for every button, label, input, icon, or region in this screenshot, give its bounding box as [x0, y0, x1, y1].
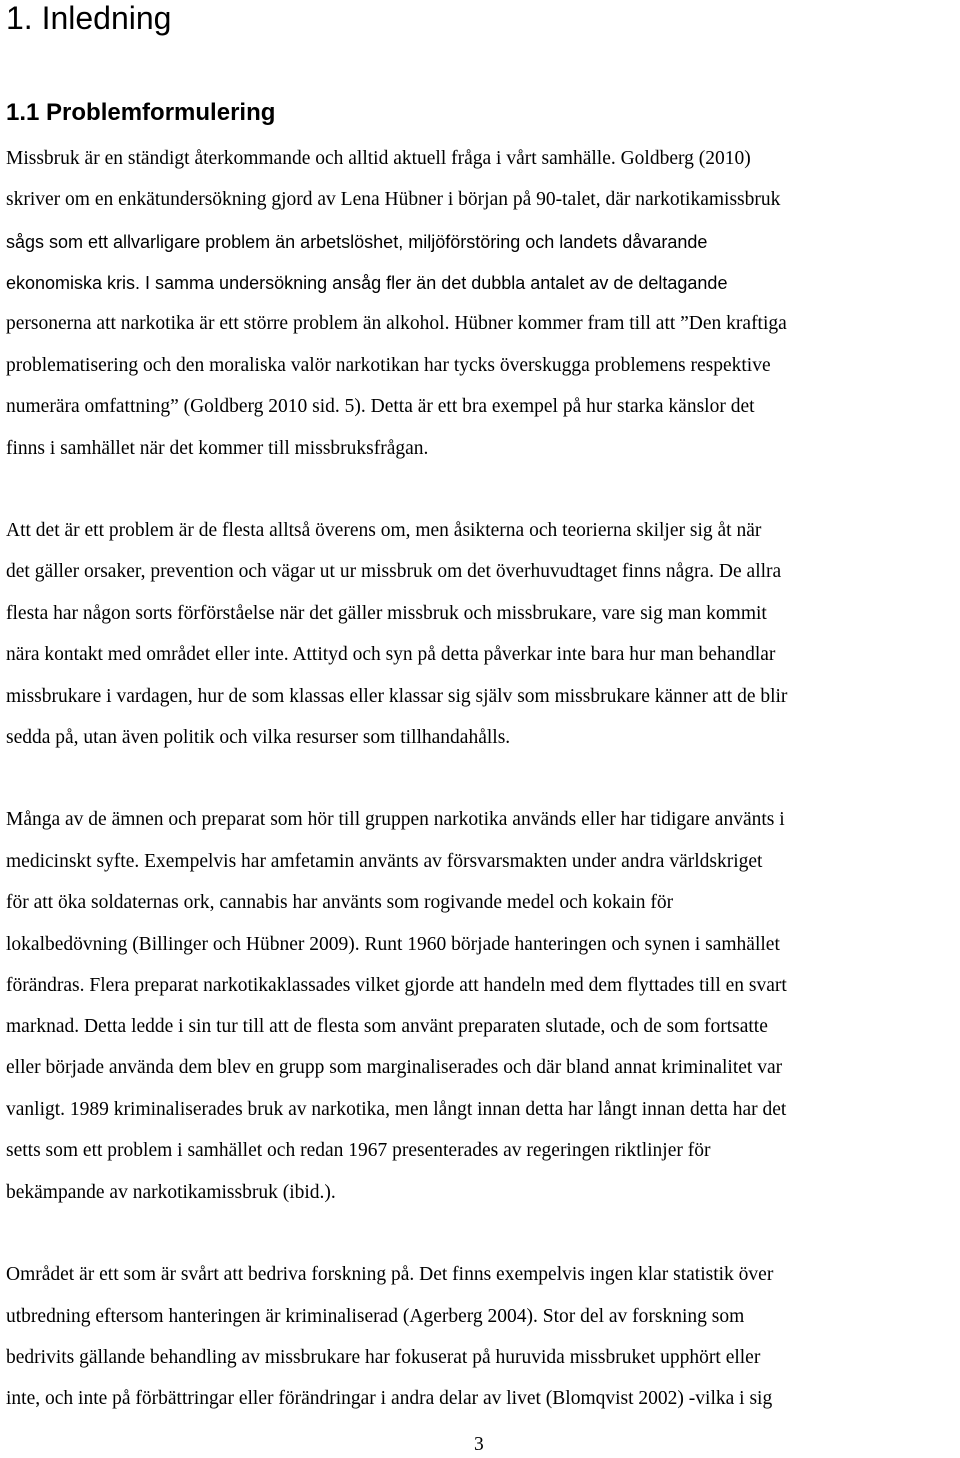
text-line: utbredning eftersom hanteringen är kriminaliserad (Agerberg 2004). Stor del av forskning som	[6, 1306, 745, 1327]
text-line: förändras. Flera preparat narkotikaklassades vilket gjorde att handeln med dem flyttades till en svart	[6, 975, 787, 996]
text-line: eller började använda dem blev en grupp som marginaliserades och där bland annat kriminalitet var	[6, 1057, 783, 1078]
text-line: bekämpande av narkotikamissbruk (ibid.).	[6, 1182, 336, 1203]
text-line: medicinskt syfte. Exempelvis har amfetamin använts av försvarsmakten under andra världskriget	[6, 851, 763, 872]
text-line: för att öka soldaternas ork, cannabis har använts som rogivande medel och kokain för	[6, 892, 674, 913]
text-line: nära kontakt med området eller inte. Attityd och syn på detta påverkar inte bara hur man behandlar	[6, 644, 776, 665]
text-line: lokalbedövning (Billinger och Hübner 2009). Runt 1960 började hanteringen och synen i samhället	[6, 934, 780, 955]
text-line: skriver om en enkätundersökning gjord av Lena Hübner i början på 90-talet, där narkotikamissbruk	[6, 189, 781, 210]
text-line: Många av de ämnen och preparat som hör till gruppen narkotika används eller har tidigare använts i	[6, 809, 785, 830]
text-line: flesta har någon sorts förförståelse när det gäller missbruk och missbrukare, vare sig man kommit	[6, 603, 767, 624]
chapter-heading: 1. Inledning	[6, 0, 172, 36]
text-line: personerna att narkotika är ett större problem än alkohol. Hübner kommer fram till att ”Den kraftiga	[6, 313, 787, 334]
text-line: marknad. Detta ledde i sin tur till att de flesta som använt preparaten slutade, och de som fortsatte	[6, 1016, 768, 1037]
text-line: ekonomiska kris. I samma undersökning ansåg fler än det dubbla antalet av de deltagande	[6, 273, 728, 293]
text-line: sågs som ett allvarligare problem än arbetslöshet, miljöförstöring och landets dåvarande	[6, 232, 708, 252]
text-line: inte, och inte på förbättringar eller förändringar i andra delar av livet (Blomqvist 2002) -vilka i sig	[6, 1388, 773, 1409]
text-line: Området är ett som är svårt att bedriva forskning på. Det finns exempelvis ingen klar statistik över	[6, 1264, 774, 1285]
text-line: sedda på, utan även politik och vilka resurser som tillhandahålls.	[6, 727, 511, 748]
text-line: det gäller orsaker, prevention och vägar ut ur missbruk om det överhuvudtaget finns några. De allra	[6, 561, 782, 582]
text-line: vanligt. 1989 kriminaliserades bruk av narkotika, men långt innan detta har långt innan detta har det	[6, 1099, 787, 1120]
text-line: setts som ett problem i samhället och redan 1967 presenterades av regeringen riktlinjer för	[6, 1140, 711, 1161]
text-line: Missbruk är en ständigt återkommande och alltid aktuell fråga i vårt samhälle. Goldberg (2010)	[6, 148, 751, 169]
section-heading: 1.1 Problemformulering	[6, 99, 276, 126]
text-line: bedrivits gällande behandling av missbrukare har fokuserat på huruvida missbruket upphört eller	[6, 1347, 761, 1368]
text-line: numerära omfattning” (Goldberg 2010 sid. 5). Detta är ett bra exempel på hur starka känslor det	[6, 396, 755, 417]
text-line: problematisering och den moraliska valör narkotikan har tycks överskugga problemens respektive	[6, 355, 771, 376]
text-line: Att det är ett problem är de flesta alltså överens om, men åsikterna och teorierna skiljer sig åt när	[6, 520, 762, 541]
text-line: missbrukare i vardagen, hur de som klassas eller klassar sig själv som missbrukare känner att de blir	[6, 686, 788, 707]
text-line: finns i samhället när det kommer till missbruksfrågan.	[6, 438, 429, 459]
page-number: 3	[474, 1434, 484, 1455]
